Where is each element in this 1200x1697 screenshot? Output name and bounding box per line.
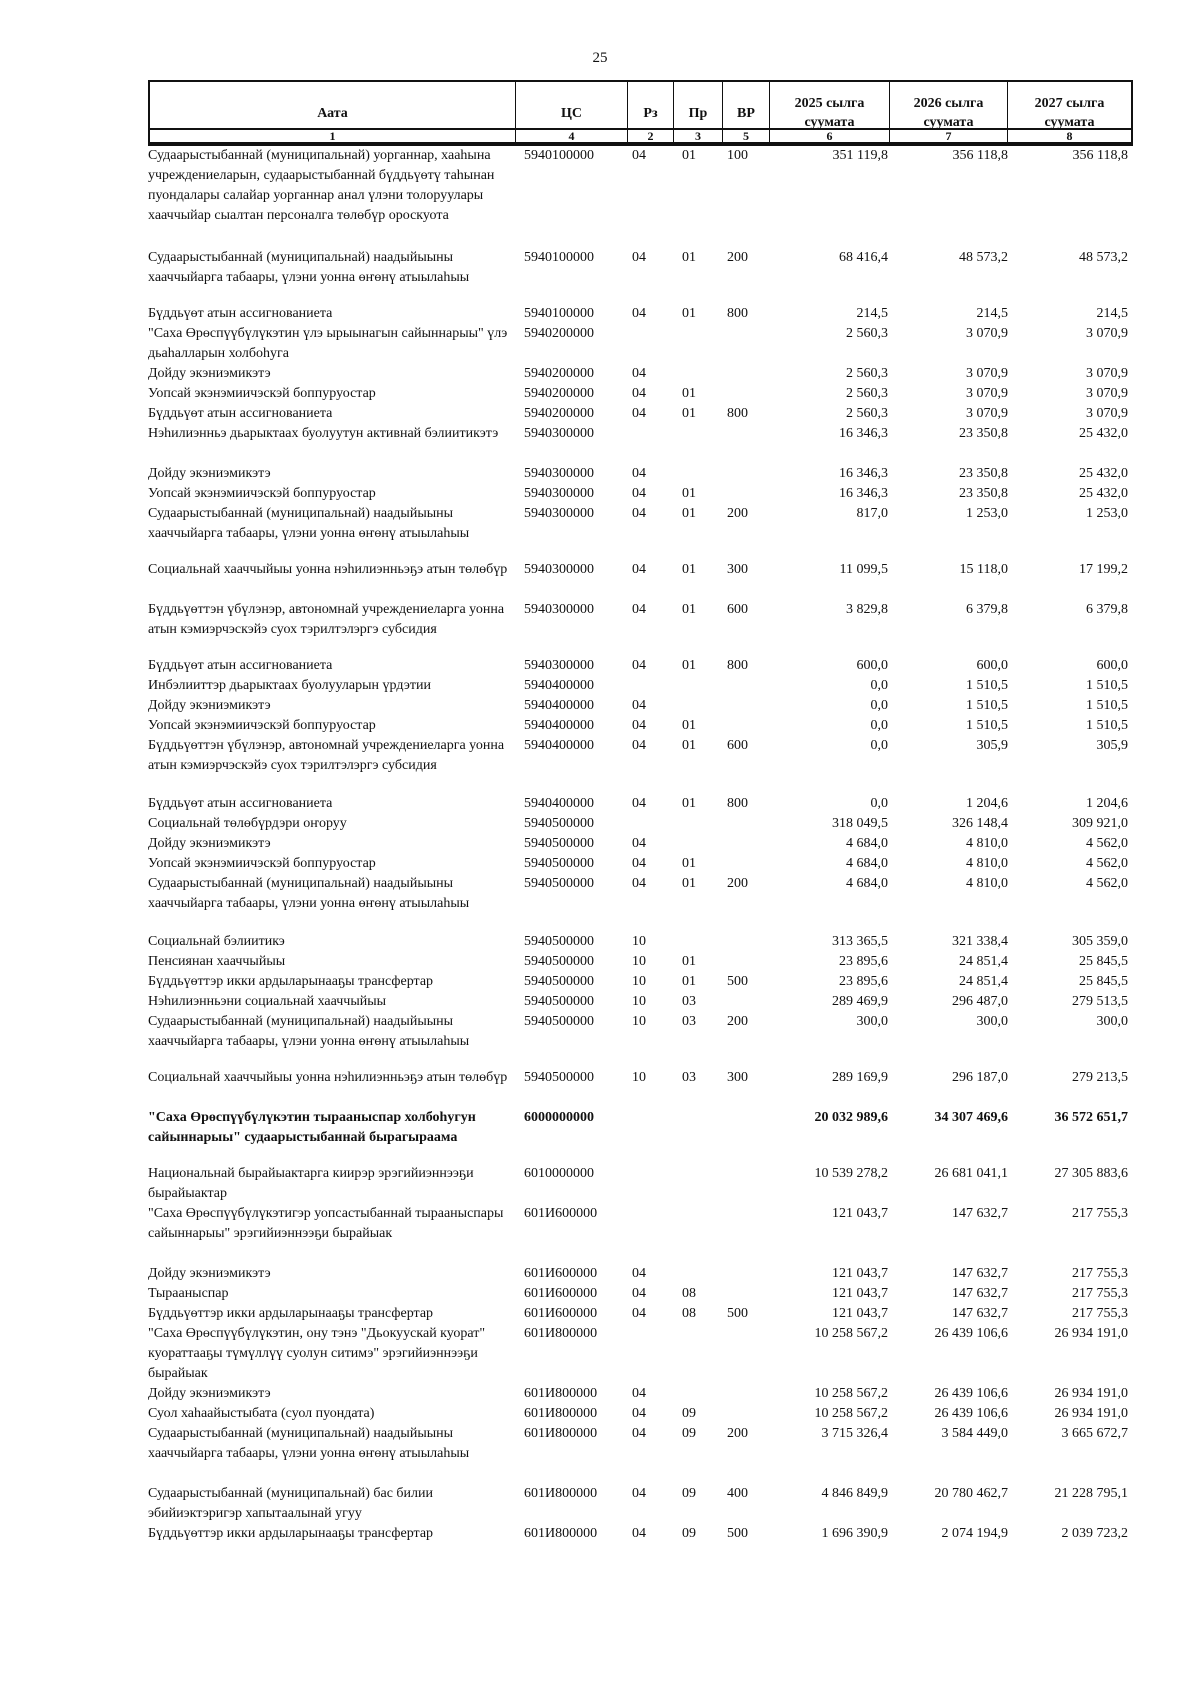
row-cs: 5940500000	[524, 836, 594, 851]
row-name: Дойду экэниэмикэтэ	[148, 1386, 271, 1401]
row-name: Уопсай экэнэмиичэскэй боппуруостар	[148, 486, 376, 501]
row-pr: 01	[682, 738, 696, 753]
row-2025: 121 043,7	[832, 1206, 888, 1221]
row-2027: 1 253,0	[1086, 506, 1128, 521]
row-2026: 48 573,2	[959, 250, 1008, 265]
row-2026: 1 510,5	[966, 718, 1008, 733]
row-cs: 5940400000	[524, 678, 594, 693]
row-rz: 04	[632, 250, 646, 265]
row-rz: 04	[632, 306, 646, 321]
row-2026: 147 632,7	[952, 1266, 1008, 1281]
row-2025: 289 469,9	[832, 994, 888, 1009]
row-vr: 300	[727, 562, 748, 577]
row-name: "Саха Өрөспүүбүлүкэтигэр уопсастыбаннай тырааныспары сайыннарыы" эрэгийиэннээҕи бырайыак	[148, 1206, 504, 1241]
header-rz: Рз	[627, 82, 673, 144]
row-2025: 16 346,3	[839, 486, 888, 501]
row-name: Социальнай бэлиитикэ	[148, 934, 285, 949]
row-rz: 04	[632, 386, 646, 401]
row-cs: 5940400000	[524, 796, 594, 811]
row-2026: 4 810,0	[966, 836, 1008, 851]
row-2025: 214,5	[856, 306, 888, 321]
row-2026: 4 810,0	[966, 876, 1008, 891]
row-cs: 5940500000	[524, 974, 594, 989]
row-cs: 5940200000	[524, 386, 594, 401]
row-2027: 17 199,2	[1079, 562, 1128, 577]
row-pr: 01	[682, 856, 696, 871]
row-cs: 5940400000	[524, 698, 594, 713]
row-pr: 01	[682, 250, 696, 265]
row-2027: 48 573,2	[1079, 250, 1128, 265]
row-name: Тырааныспар	[148, 1286, 229, 1301]
row-vr: 600	[727, 738, 748, 753]
row-2026: 26 681 041,1	[934, 1166, 1008, 1181]
row-rz: 10	[632, 954, 646, 969]
row-2027: 2 039 723,2	[1061, 1526, 1128, 1541]
row-2027: 1 510,5	[1086, 718, 1128, 733]
row-name: Судаарыстыбаннай (муниципальнай) наадыйыыны хааччыйарга табаары, үлэни уонна өҥөнү атыылаһыы	[148, 506, 470, 541]
row-cs: 5940500000	[524, 1070, 594, 1085]
row-name: Суол хаһаайыстыбата (суол пуондата)	[148, 1406, 375, 1421]
header-vr: ВР	[722, 82, 769, 144]
row-cs: 5940500000	[524, 856, 594, 871]
row-name: Дойду экэниэмикэтэ	[148, 466, 271, 481]
row-name: Уопсай экэнэмиичэскэй боппуруостар	[148, 718, 376, 733]
header-2026: 2026 сылга суумата	[889, 82, 1007, 144]
row-2026: 300,0	[976, 1014, 1008, 1029]
row-name: Бүддьүөттэр икки ардыларынааҕы трансфертар	[148, 974, 434, 989]
row-cs: 5940500000	[524, 934, 594, 949]
row-2025: 16 346,3	[839, 466, 888, 481]
row-2026: 3 070,9	[966, 326, 1008, 341]
row-2025: 2 560,3	[846, 366, 888, 381]
row-2025: 0,0	[870, 698, 888, 713]
row-2026: 6 379,8	[966, 602, 1008, 617]
row-pr: 09	[682, 1526, 696, 1541]
row-pr: 01	[682, 876, 696, 891]
row-pr: 01	[682, 562, 696, 577]
row-cs: 5940300000	[524, 562, 594, 577]
row-rz: 04	[632, 366, 646, 381]
row-2027: 4 562,0	[1086, 876, 1128, 891]
row-2026: 1 510,5	[966, 678, 1008, 693]
row-2027: 217 755,3	[1072, 1286, 1128, 1301]
row-cs: 5940100000	[524, 148, 594, 163]
row-cs: 5940500000	[524, 876, 594, 891]
row-vr: 100	[727, 148, 748, 163]
row-vr: 500	[727, 1306, 748, 1321]
colnum-3: 3	[673, 130, 722, 142]
row-cs: 601И800000	[524, 1426, 598, 1441]
row-rz: 10	[632, 974, 646, 989]
row-2026: 1 510,5	[966, 698, 1008, 713]
row-rz: 10	[632, 994, 646, 1009]
row-2027: 356 118,8	[1072, 148, 1128, 163]
row-vr: 500	[727, 974, 748, 989]
row-name: Пенсиянан хааччыйыы	[148, 954, 286, 969]
row-2027: 309 921,0	[1072, 816, 1128, 831]
row-2025: 0,0	[870, 796, 888, 811]
row-name: Бүддьүөт атын ассигнованиета	[148, 306, 333, 321]
row-2026: 20 780 462,7	[934, 1486, 1008, 1501]
row-cs: 5940500000	[524, 954, 594, 969]
row-2025: 1 696 390,9	[821, 1526, 888, 1541]
row-2026: 147 632,7	[952, 1286, 1008, 1301]
row-rz: 04	[632, 836, 646, 851]
row-rz: 04	[632, 406, 646, 421]
row-pr: 01	[682, 386, 696, 401]
row-cs: 5940200000	[524, 406, 594, 421]
row-2026: 356 118,8	[952, 148, 1008, 163]
row-vr: 800	[727, 658, 748, 673]
colnum-1: 1	[329, 129, 336, 143]
row-2026: 4 810,0	[966, 856, 1008, 871]
row-2025: 10 539 278,2	[814, 1166, 888, 1181]
row-2026: 24 851,4	[959, 954, 1008, 969]
row-cs: 6010000000	[524, 1166, 594, 1181]
row-vr: 300	[727, 1070, 748, 1085]
row-2027: 26 934 191,0	[1054, 1386, 1128, 1401]
row-2026: 23 350,8	[959, 486, 1008, 501]
row-name: "Саха Өрөспүүбүлүкэтин, ону тэнэ "Дьокуускай куорат" куораттааҕы түмүллүү суолун ситимэ" эрэгийиэннээҕи бырайыак	[148, 1326, 486, 1381]
row-2027: 3 070,9	[1086, 386, 1128, 401]
row-2027: 217 755,3	[1072, 1266, 1128, 1281]
row-rz: 10	[632, 1014, 646, 1029]
row-2027: 25 845,5	[1079, 974, 1128, 989]
row-rz: 04	[632, 1266, 646, 1281]
row-cs: 5940300000	[524, 486, 594, 501]
row-rz: 04	[632, 856, 646, 871]
page-number: 25	[592, 50, 608, 66]
row-2027: 25 845,5	[1079, 954, 1128, 969]
row-cs: 5940300000	[524, 466, 594, 481]
row-2027: 279 213,5	[1072, 1070, 1128, 1085]
row-name: Судаарыстыбаннай (муниципальнай) наадыйыыны хааччыйарга табаары, үлэни уонна өҥөнү атыылаһыы	[148, 250, 470, 285]
colnum-7: 7	[889, 130, 1007, 142]
row-pr: 08	[682, 1286, 696, 1301]
row-cs: 5940200000	[524, 326, 594, 341]
row-vr: 800	[727, 796, 748, 811]
row-2027: 25 432,0	[1079, 486, 1128, 501]
row-2025: 4 684,0	[846, 836, 888, 851]
row-rz: 04	[632, 148, 646, 163]
row-rz: 04	[632, 486, 646, 501]
row-2027: 1 204,6	[1086, 796, 1128, 811]
row-2026: 3 070,9	[966, 406, 1008, 421]
row-2025: 10 258 567,2	[814, 1406, 888, 1421]
row-2027: 305,9	[1096, 738, 1128, 753]
colnum-6: 6	[769, 130, 889, 142]
row-2027: 3 665 672,7	[1061, 1426, 1128, 1441]
row-cs: 601И800000	[524, 1526, 598, 1541]
row-pr: 01	[682, 718, 696, 733]
row-cs: 5940500000	[524, 816, 594, 831]
row-2025: 121 043,7	[832, 1266, 888, 1281]
row-2026: 296 187,0	[952, 1070, 1008, 1085]
header-2027: 2027 сылга суумата	[1007, 82, 1131, 144]
row-rz: 04	[632, 1406, 646, 1421]
row-2025: 318 049,5	[832, 816, 888, 831]
row-2025: 16 346,3	[839, 426, 888, 441]
row-pr: 09	[682, 1406, 696, 1421]
row-pr: 01	[682, 306, 696, 321]
row-name: Дойду экэниэмикэтэ	[148, 698, 271, 713]
row-name: Нэһилиэнньэ дьарыктаах буолуутун активнай бэлиитикэтэ	[148, 426, 499, 441]
row-2027: 4 562,0	[1086, 856, 1128, 871]
row-vr: 200	[727, 876, 748, 891]
row-rz: 04	[632, 1306, 646, 1321]
row-cs: 601И800000	[524, 1406, 598, 1421]
row-cs: 5940300000	[524, 506, 594, 521]
row-name: Инбэлииттэр дьарыктаах буолууларын үрдэтии	[148, 678, 431, 693]
row-2025: 300,0	[856, 1014, 888, 1029]
row-name: Судаарыстыбаннай (муниципальнай) уорганнар, хааһына учреждениеларын, судаарыстыбаннай бүддьүөтү таһынан пуондалары салайар уорганнар анал үлэни толоруулары хааччыйар сыалтан персоналга төлөбүр ороскуота	[148, 148, 495, 223]
row-2025: 817,0	[856, 506, 888, 521]
row-2025: 2 560,3	[846, 386, 888, 401]
row-pr: 09	[682, 1426, 696, 1441]
row-pr: 08	[682, 1306, 696, 1321]
row-name: Социальнай хааччыйыы уонна нэһилиэнньэҕэ атын төлөбүр	[148, 1070, 508, 1085]
row-name: "Саха Өрөспүүбүлүкэтин үлэ ырыынагын сайыннарыы" үлэ дьаһалларын холбоһуга	[148, 326, 508, 361]
row-2025: 20 032 989,6	[814, 1110, 888, 1125]
row-cs: 601И600000	[524, 1206, 598, 1221]
colnum-4: 4	[515, 130, 627, 142]
row-2027: 4 562,0	[1086, 836, 1128, 851]
row-2027: 217 755,3	[1072, 1306, 1128, 1321]
row-cs: 601И600000	[524, 1286, 598, 1301]
row-2025: 0,0	[870, 738, 888, 753]
row-2026: 3 070,9	[966, 366, 1008, 381]
row-2027: 1 510,5	[1086, 678, 1128, 693]
row-2025: 351 119,8	[832, 148, 888, 163]
row-2026: 23 350,8	[959, 426, 1008, 441]
row-name: Бүддьүөттэн үбүлэнэр, автономнай учреждениеларга уонна атын кэмиэрчэскэйэ суох тэрилтэлэргэ субсидия	[148, 602, 505, 637]
row-2025: 10 258 567,2	[814, 1326, 888, 1341]
row-rz: 10	[632, 934, 646, 949]
row-2027: 6 379,8	[1086, 602, 1128, 617]
row-vr: 800	[727, 406, 748, 421]
row-2027: 3 070,9	[1086, 326, 1128, 341]
row-name: Бүддьүөттэн үбүлэнэр, автономнай учреждениеларга уонна атын кэмиэрчэскэйэ суох тэрилтэлэргэ субсидия	[148, 738, 505, 773]
row-name: Судаарыстыбаннай (муниципальнай) наадыйыыны хааччыйарга табаары, үлэни уонна өҥөнү атыылаһыы	[148, 1426, 470, 1461]
row-2025: 4 846 849,9	[821, 1486, 888, 1501]
row-cs: 6000000000	[524, 1110, 594, 1125]
row-name: Бүддьүөт атын ассигнованиета	[148, 658, 333, 673]
row-vr: 600	[727, 602, 748, 617]
row-2026: 23 350,8	[959, 466, 1008, 481]
row-2027: 26 934 191,0	[1054, 1326, 1128, 1341]
row-2026: 26 439 106,6	[934, 1406, 1008, 1421]
row-2027: 25 432,0	[1079, 466, 1128, 481]
row-cs: 601И800000	[524, 1326, 598, 1341]
row-vr: 200	[727, 1014, 748, 1029]
row-pr: 01	[682, 148, 696, 163]
row-2026: 214,5	[976, 306, 1008, 321]
row-2025: 3 715 326,4	[821, 1426, 888, 1441]
row-2025: 2 560,3	[846, 326, 888, 341]
row-2027: 3 070,9	[1086, 366, 1128, 381]
row-rz: 04	[632, 796, 646, 811]
colnum-5: 5	[722, 130, 769, 142]
row-name: "Саха Өрөспүүбүлүкэтин тырааныспар холбоһугун сайыннарыы" судаарыстыбаннай бырагыраама	[148, 1110, 476, 1145]
row-cs: 5940200000	[524, 366, 594, 381]
row-name: Национальнай бырайыактарга киирэр эрэгийиэннээҕи бырайыактар	[148, 1166, 474, 1201]
row-2026: 3 584 449,0	[941, 1426, 1008, 1441]
row-2026: 34 307 469,6	[934, 1110, 1008, 1125]
header-2025: 2025 сылга суумата	[769, 82, 889, 144]
row-rz: 04	[632, 1426, 646, 1441]
row-name: Бүддьүөт атын ассигнованиета	[148, 796, 333, 811]
row-rz: 04	[632, 602, 646, 617]
row-2025: 23 895,6	[839, 954, 888, 969]
row-2026: 26 439 106,6	[934, 1326, 1008, 1341]
row-2025: 68 416,4	[839, 250, 888, 265]
row-vr: 200	[727, 506, 748, 521]
row-name: Судаарыстыбаннай (муниципальнай) бас билии эбийиэктэригэр хапытаалынай угуу	[148, 1486, 434, 1521]
row-2027: 214,5	[1096, 306, 1128, 321]
row-name: Уопсай экэнэмиичэскэй боппуруостар	[148, 856, 376, 871]
row-2025: 11 099,5	[839, 562, 888, 577]
header-pr: Пр	[673, 82, 722, 144]
row-2026: 3 070,9	[966, 386, 1008, 401]
colnum-8: 8	[1007, 130, 1131, 142]
row-vr: 400	[727, 1486, 748, 1501]
row-vr: 200	[727, 1426, 748, 1441]
row-name: Бүддьүөттэр икки ардыларынааҕы трансфертар	[148, 1526, 434, 1541]
row-2025: 121 043,7	[832, 1306, 888, 1321]
row-rz: 04	[632, 1386, 646, 1401]
row-pr: 01	[682, 506, 696, 521]
row-cs: 601И800000	[524, 1386, 598, 1401]
row-cs: 601И600000	[524, 1306, 598, 1321]
row-2026: 326 148,4	[952, 816, 1008, 831]
row-cs: 5940100000	[524, 306, 594, 321]
row-rz: 04	[632, 876, 646, 891]
row-name: Судаарыстыбаннай (муниципальнай) наадыйыыны хааччыйарга табаары, үлэни уонна өҥөнү атыылаһыы	[148, 876, 470, 911]
row-pr: 03	[682, 994, 696, 1009]
row-2027: 25 432,0	[1079, 426, 1128, 441]
row-name: Бүддьүөт атын ассигнованиета	[148, 406, 333, 421]
row-rz: 04	[632, 1286, 646, 1301]
row-name: Бүддьүөттэр икки ардыларынааҕы трансфертар	[148, 1306, 434, 1321]
row-pr: 01	[682, 974, 696, 989]
row-2027: 3 070,9	[1086, 406, 1128, 421]
row-rz: 04	[632, 1486, 646, 1501]
row-pr: 01	[682, 658, 696, 673]
row-rz: 04	[632, 1526, 646, 1541]
row-rz: 04	[632, 698, 646, 713]
row-2027: 300,0	[1096, 1014, 1128, 1029]
row-2026: 2 074 194,9	[941, 1526, 1008, 1541]
row-2026: 1 253,0	[966, 506, 1008, 521]
row-2026: 321 338,4	[952, 934, 1008, 949]
row-rz: 04	[632, 562, 646, 577]
row-pr: 03	[682, 1070, 696, 1085]
row-cs: 5940400000	[524, 738, 594, 753]
row-name: Нэһилиэнньэни социальнай хааччыйыы	[148, 994, 387, 1009]
row-cs: 5940400000	[524, 718, 594, 733]
row-cs: 601И800000	[524, 1486, 598, 1501]
row-pr: 03	[682, 1014, 696, 1029]
row-cs: 5940300000	[524, 602, 594, 617]
row-2027: 26 934 191,0	[1054, 1406, 1128, 1421]
row-2026: 305,9	[976, 738, 1008, 753]
row-pr: 01	[682, 406, 696, 421]
row-2027: 36 572 651,7	[1054, 1110, 1128, 1125]
row-pr: 01	[682, 602, 696, 617]
row-2025: 4 684,0	[846, 856, 888, 871]
row-2027: 21 228 795,1	[1054, 1486, 1128, 1501]
row-vr: 200	[727, 250, 748, 265]
row-cs: 5940500000	[524, 994, 594, 1009]
row-pr: 01	[682, 486, 696, 501]
row-pr: 01	[682, 796, 696, 811]
row-vr: 800	[727, 306, 748, 321]
row-2026: 296 487,0	[952, 994, 1008, 1009]
row-name: Дойду экэниэмикэтэ	[148, 1266, 271, 1281]
header-aata: Аата	[317, 105, 348, 121]
row-cs: 5940300000	[524, 426, 594, 441]
row-cs: 5940300000	[524, 658, 594, 673]
row-name: Уопсай экэнэмиичэскэй боппуруостар	[148, 386, 376, 401]
row-rz: 04	[632, 506, 646, 521]
row-rz: 10	[632, 1070, 646, 1085]
row-rz: 04	[632, 658, 646, 673]
row-name: Дойду экэниэмикэтэ	[148, 836, 271, 851]
row-2025: 10 258 567,2	[814, 1386, 888, 1401]
row-cs: 5940100000	[524, 250, 594, 265]
row-rz: 04	[632, 466, 646, 481]
row-2026: 1 204,6	[966, 796, 1008, 811]
row-cs: 601И600000	[524, 1266, 598, 1281]
row-pr: 09	[682, 1486, 696, 1501]
row-name: Судаарыстыбаннай (муниципальнай) наадыйыыны хааччыйарга табаары, үлэни уонна өҥөнү атыылаһыы	[148, 1014, 470, 1049]
row-name: Дойду экэниэмикэтэ	[148, 366, 271, 381]
row-rz: 04	[632, 738, 646, 753]
row-2027: 305 359,0	[1072, 934, 1128, 949]
row-name: Социальнай хааччыйыы уонна нэһилиэнньэҕэ атын төлөбүр	[148, 562, 508, 577]
row-vr: 500	[727, 1526, 748, 1541]
colnum-2: 2	[627, 130, 673, 142]
row-cs: 5940500000	[524, 1014, 594, 1029]
row-2025: 0,0	[870, 718, 888, 733]
row-2026: 600,0	[976, 658, 1008, 673]
row-2027: 279 513,5	[1072, 994, 1128, 1009]
row-name: Социальнай төлөбүрдэри оҥоруу	[148, 816, 347, 831]
header-cs: ЦС	[515, 82, 627, 144]
row-2027: 1 510,5	[1086, 698, 1128, 713]
row-2025: 313 365,5	[832, 934, 888, 949]
row-pr: 01	[682, 954, 696, 969]
row-2025: 2 560,3	[846, 406, 888, 421]
row-2025: 4 684,0	[846, 876, 888, 891]
row-2027: 27 305 883,6	[1054, 1166, 1128, 1181]
row-rz: 04	[632, 718, 646, 733]
row-2027: 600,0	[1096, 658, 1128, 673]
row-2026: 147 632,7	[952, 1206, 1008, 1221]
row-2025: 289 169,9	[832, 1070, 888, 1085]
row-2025: 3 829,8	[846, 602, 888, 617]
row-2027: 217 755,3	[1072, 1206, 1128, 1221]
row-2026: 147 632,7	[952, 1306, 1008, 1321]
row-2025: 600,0	[856, 658, 888, 673]
row-2026: 15 118,0	[959, 562, 1008, 577]
row-2026: 26 439 106,6	[934, 1386, 1008, 1401]
row-2025: 121 043,7	[832, 1286, 888, 1301]
row-2025: 23 895,6	[839, 974, 888, 989]
row-2026: 24 851,4	[959, 974, 1008, 989]
row-2025: 0,0	[870, 678, 888, 693]
